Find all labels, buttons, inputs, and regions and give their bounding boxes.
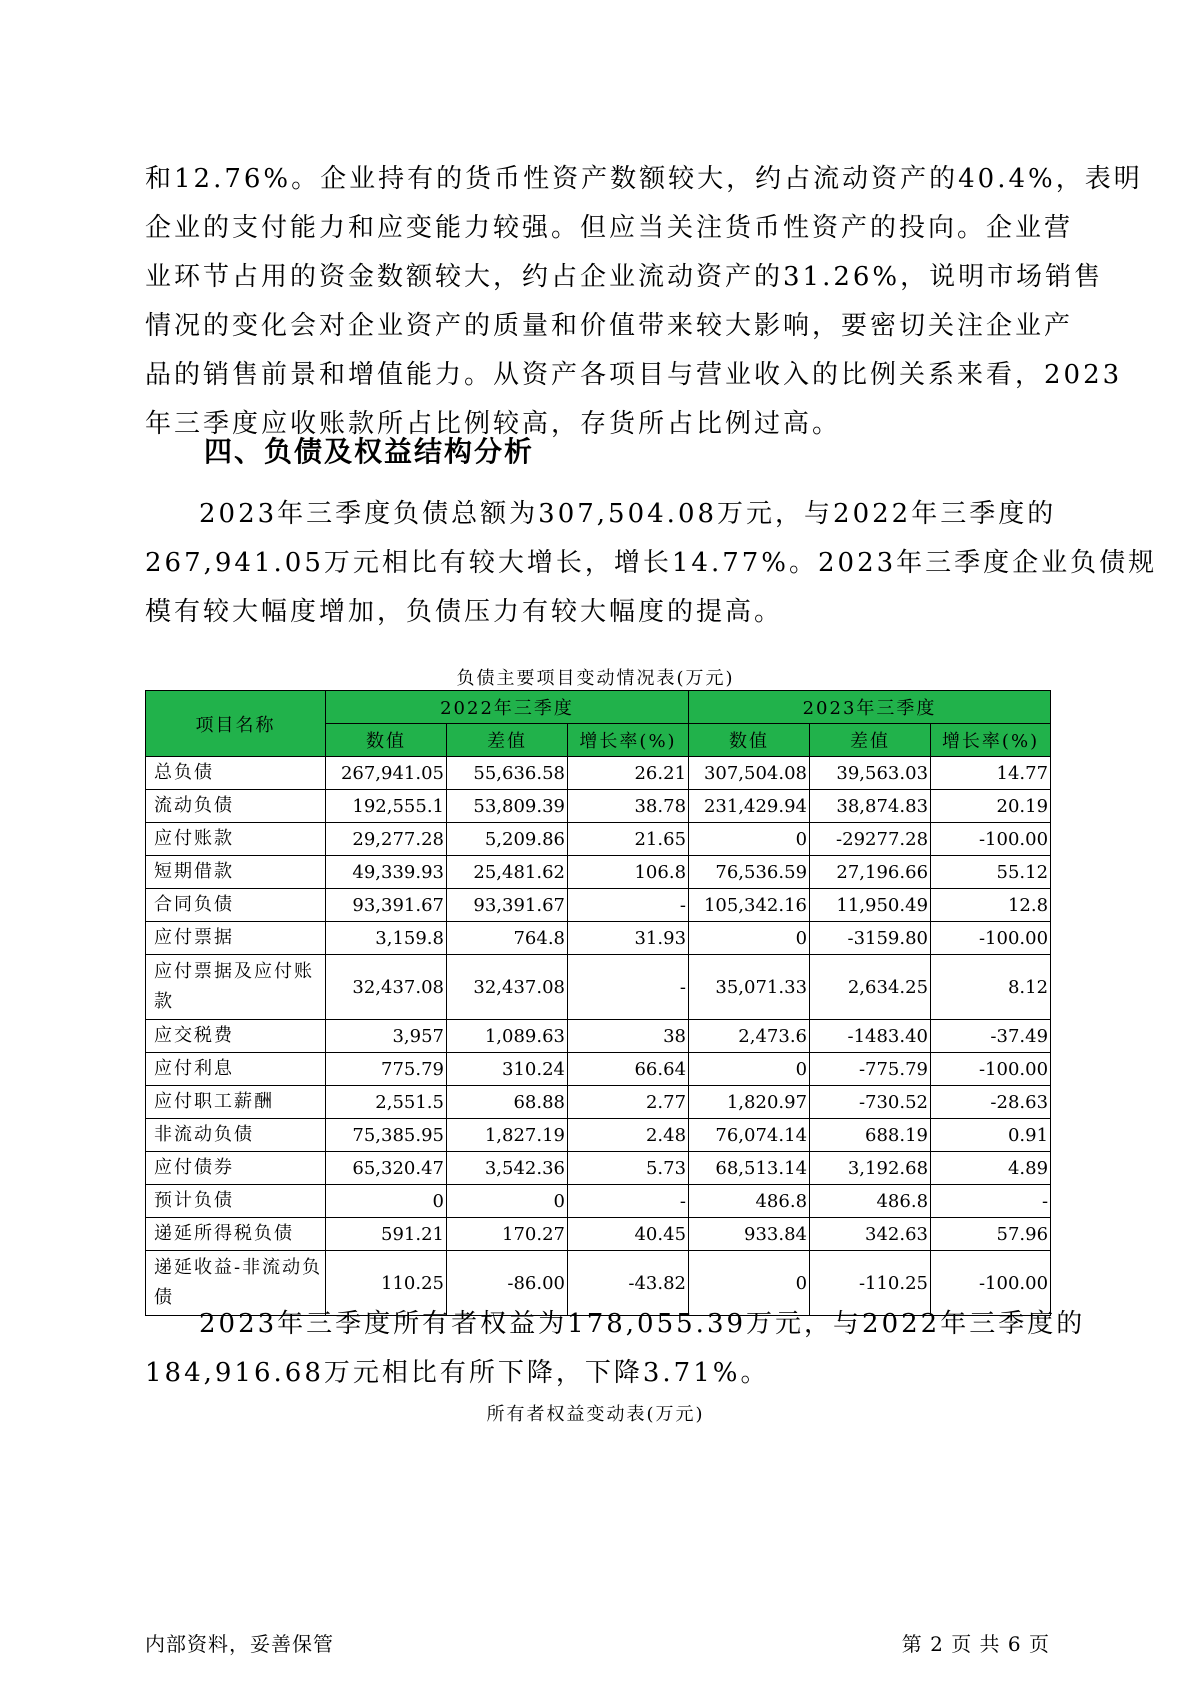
column-header-growth: 增长率(%) xyxy=(568,724,689,757)
row-item-name: 应交税费 xyxy=(146,1020,326,1053)
table-cell: -3159.80 xyxy=(810,922,931,955)
table-row xyxy=(146,1053,1051,1086)
table-cell: 3,192.68 xyxy=(810,1152,931,1185)
table-cell: 933.84 xyxy=(689,1218,810,1251)
row-item-name: 递延收益-非流动负债 xyxy=(146,1251,326,1316)
liabilities-table xyxy=(145,690,1051,1316)
table-cell: 38,874.83 xyxy=(810,790,931,823)
table-cell: 65,320.47 xyxy=(326,1152,447,1185)
column-group-2023: 2023年三季度 xyxy=(689,691,1051,724)
table-cell: 20.19 xyxy=(931,790,1051,823)
asset-analysis-paragraph xyxy=(145,155,1143,449)
table-cell: - xyxy=(931,1185,1051,1218)
table-row xyxy=(146,922,1051,955)
paragraph-line: 品的销售前景和增值能力。从资产各项目与营业收入的比例关系来看，2023 xyxy=(145,360,1123,390)
table-cell: 192,555.1 xyxy=(326,790,447,823)
row-item-name: 合同负债 xyxy=(146,889,326,922)
table-cell: 39,563.03 xyxy=(810,757,931,790)
table-cell: -775.79 xyxy=(810,1053,931,1086)
footer-page-number: 第 2 页 共 6 页 xyxy=(901,1632,1050,1656)
table-cell: -1483.40 xyxy=(810,1020,931,1053)
table-cell: 35,071.33 xyxy=(689,955,810,1020)
table-cell: 4.89 xyxy=(931,1152,1051,1185)
liabilities-paragraph xyxy=(145,490,1158,637)
table-cell: 486.8 xyxy=(810,1185,931,1218)
row-item-name: 流动负债 xyxy=(146,790,326,823)
column-header-item: 项目名称 xyxy=(146,691,326,757)
table-cell: 2.48 xyxy=(568,1119,689,1152)
table-cell: 27,196.66 xyxy=(810,856,931,889)
table-cell: -86.00 xyxy=(447,1251,568,1316)
table-cell: 688.19 xyxy=(810,1119,931,1152)
table-cell: 93,391.67 xyxy=(447,889,568,922)
paragraph-line: 2023年三季度所有者权益为178,055.39万元，与2022年三季度的 xyxy=(199,1309,1086,1339)
table-cell: 775.79 xyxy=(326,1053,447,1086)
table-row xyxy=(146,955,1051,1020)
column-header-diff: 差值 xyxy=(447,724,568,757)
table-cell: 53,809.39 xyxy=(447,790,568,823)
table-cell: -43.82 xyxy=(568,1251,689,1316)
table-cell: 1,089.63 xyxy=(447,1020,568,1053)
table-cell: 75,385.95 xyxy=(326,1119,447,1152)
table-cell: 68.88 xyxy=(447,1086,568,1119)
table-cell: 49,339.93 xyxy=(326,856,447,889)
table-cell: 32,437.08 xyxy=(326,955,447,1020)
table-cell: -100.00 xyxy=(931,823,1051,856)
table-cell: 8.12 xyxy=(931,955,1051,1020)
table-cell: 76,536.59 xyxy=(689,856,810,889)
table-row xyxy=(146,1020,1051,1053)
table-caption: 所有者权益变动表(万元) xyxy=(486,1404,705,1425)
table-cell: 342.63 xyxy=(810,1218,931,1251)
table-cell: 55.12 xyxy=(931,856,1051,889)
table-cell: 170.27 xyxy=(447,1218,568,1251)
table-row xyxy=(146,790,1051,823)
table-cell: 307,504.08 xyxy=(689,757,810,790)
table-row xyxy=(146,889,1051,922)
row-item-name: 预计负债 xyxy=(146,1185,326,1218)
table-cell: 66.64 xyxy=(568,1053,689,1086)
table-row xyxy=(146,823,1051,856)
section-heading: 四、负债及权益结构分析 xyxy=(204,435,535,468)
table-cell: 5.73 xyxy=(568,1152,689,1185)
table-cell: - xyxy=(568,955,689,1020)
paragraph-line: 年三季度应收账款所占比例较高，存货所占比例过高。 xyxy=(145,409,842,439)
table-cell: 40.45 xyxy=(568,1218,689,1251)
table-cell: 93,391.67 xyxy=(326,889,447,922)
table-cell: -100.00 xyxy=(931,1053,1051,1086)
table-cell: 2,634.25 xyxy=(810,955,931,1020)
table-cell: 0 xyxy=(689,1053,810,1086)
table-body xyxy=(146,757,1051,1316)
table-row xyxy=(146,1086,1051,1119)
column-header-growth: 增长率(%) xyxy=(931,724,1051,757)
table-cell: 57.96 xyxy=(931,1218,1051,1251)
table-cell: -100.00 xyxy=(931,1251,1051,1316)
table-cell: -28.63 xyxy=(931,1086,1051,1119)
table-cell: - xyxy=(568,1185,689,1218)
table-cell: 14.77 xyxy=(931,757,1051,790)
table-row xyxy=(146,856,1051,889)
column-header-value: 数值 xyxy=(326,724,447,757)
table-cell: 2,551.5 xyxy=(326,1086,447,1119)
column-group-2022: 2022年三季度 xyxy=(326,691,689,724)
row-item-name: 应付债券 xyxy=(146,1152,326,1185)
paragraph-line: 和12.76%。企业持有的货币性资产数额较大，约占流动资产的40.4%，表明 xyxy=(145,164,1143,194)
table-cell: 2,473.6 xyxy=(689,1020,810,1053)
paragraph-line: 模有较大幅度增加，负债压力有较大幅度的提高。 xyxy=(145,597,784,627)
table-cell: 3,542.36 xyxy=(447,1152,568,1185)
equity-paragraph xyxy=(145,1300,1086,1398)
row-item-name: 短期借款 xyxy=(146,856,326,889)
paragraph-line: 267,941.05万元相比有较大增长，增长14.77%。2023年三季度企业负债规 xyxy=(145,548,1158,578)
table-caption: 负债主要项目变动情况表(万元) xyxy=(456,668,735,689)
row-item-name: 应付职工薪酬 xyxy=(146,1086,326,1119)
table-cell: 310.24 xyxy=(447,1053,568,1086)
table-cell: 486.8 xyxy=(689,1185,810,1218)
table-cell: 38 xyxy=(568,1020,689,1053)
row-item-name: 应付票据 xyxy=(146,922,326,955)
table-cell: 106.8 xyxy=(568,856,689,889)
table-row xyxy=(146,1152,1051,1185)
paragraph-line: 业环节占用的资金数额较大，约占企业流动资产的31.26%，说明市场销售 xyxy=(145,262,1104,292)
footer-confidential: 内部资料，妥善保管 xyxy=(145,1632,334,1656)
row-item-name: 非流动负债 xyxy=(146,1119,326,1152)
table-cell: 0 xyxy=(447,1185,568,1218)
table-cell: 25,481.62 xyxy=(447,856,568,889)
table-cell: 5,209.86 xyxy=(447,823,568,856)
table-cell: 12.8 xyxy=(931,889,1051,922)
paragraph-line: 2023年三季度负债总额为307,504.08万元，与2022年三季度的 xyxy=(199,499,1057,529)
table-cell: 0 xyxy=(689,922,810,955)
paragraph-line: 企业的支付能力和应变能力较强。但应当关注货币性资产的投向。企业营 xyxy=(145,213,1074,243)
row-item-name: 应付账款 xyxy=(146,823,326,856)
table-cell: 110.25 xyxy=(326,1251,447,1316)
table-cell: 76,074.14 xyxy=(689,1119,810,1152)
table-cell: 68,513.14 xyxy=(689,1152,810,1185)
paragraph-line: 情况的变化会对企业资产的质量和价值带来较大影响，要密切关注企业产 xyxy=(145,311,1074,341)
table-cell: -37.49 xyxy=(931,1020,1051,1053)
table-row xyxy=(146,1185,1051,1218)
table-cell: 105,342.16 xyxy=(689,889,810,922)
table-cell: 0 xyxy=(689,1251,810,1316)
table-cell: 21.65 xyxy=(568,823,689,856)
table-cell: 11,950.49 xyxy=(810,889,931,922)
column-header-diff: 差值 xyxy=(810,724,931,757)
table-cell: 55,636.58 xyxy=(447,757,568,790)
table-cell: 29,277.28 xyxy=(326,823,447,856)
table-cell: 32,437.08 xyxy=(447,955,568,1020)
table-cell: -110.25 xyxy=(810,1251,931,1316)
table-cell: 1,820.97 xyxy=(689,1086,810,1119)
table-cell: 0.91 xyxy=(931,1119,1051,1152)
paragraph-line: 184,916.68万元相比有所下降，下降3.71%。 xyxy=(145,1358,770,1388)
table-cell: -29277.28 xyxy=(810,823,931,856)
table-cell: 1,827.19 xyxy=(447,1119,568,1152)
table-cell: 26.21 xyxy=(568,757,689,790)
row-item-name: 应付票据及应付账款 xyxy=(146,955,326,1020)
table-cell: - xyxy=(568,889,689,922)
table-row xyxy=(146,1119,1051,1152)
column-header-value: 数值 xyxy=(689,724,810,757)
table-row xyxy=(146,757,1051,790)
table-cell: 31.93 xyxy=(568,922,689,955)
table-cell: 267,941.05 xyxy=(326,757,447,790)
table-cell: -100.00 xyxy=(931,922,1051,955)
table-row xyxy=(146,1218,1051,1251)
table-cell: 3,957 xyxy=(326,1020,447,1053)
table-cell: 231,429.94 xyxy=(689,790,810,823)
row-item-name: 应付利息 xyxy=(146,1053,326,1086)
table-cell: 591.21 xyxy=(326,1218,447,1251)
table-cell: 3,159.8 xyxy=(326,922,447,955)
row-item-name: 总负债 xyxy=(146,757,326,790)
table-cell: 2.77 xyxy=(568,1086,689,1119)
table-cell: 764.8 xyxy=(447,922,568,955)
table-cell: 38.78 xyxy=(568,790,689,823)
row-item-name: 递延所得税负债 xyxy=(146,1218,326,1251)
table-cell: -730.52 xyxy=(810,1086,931,1119)
table-cell: 0 xyxy=(689,823,810,856)
table-cell: 0 xyxy=(326,1185,447,1218)
